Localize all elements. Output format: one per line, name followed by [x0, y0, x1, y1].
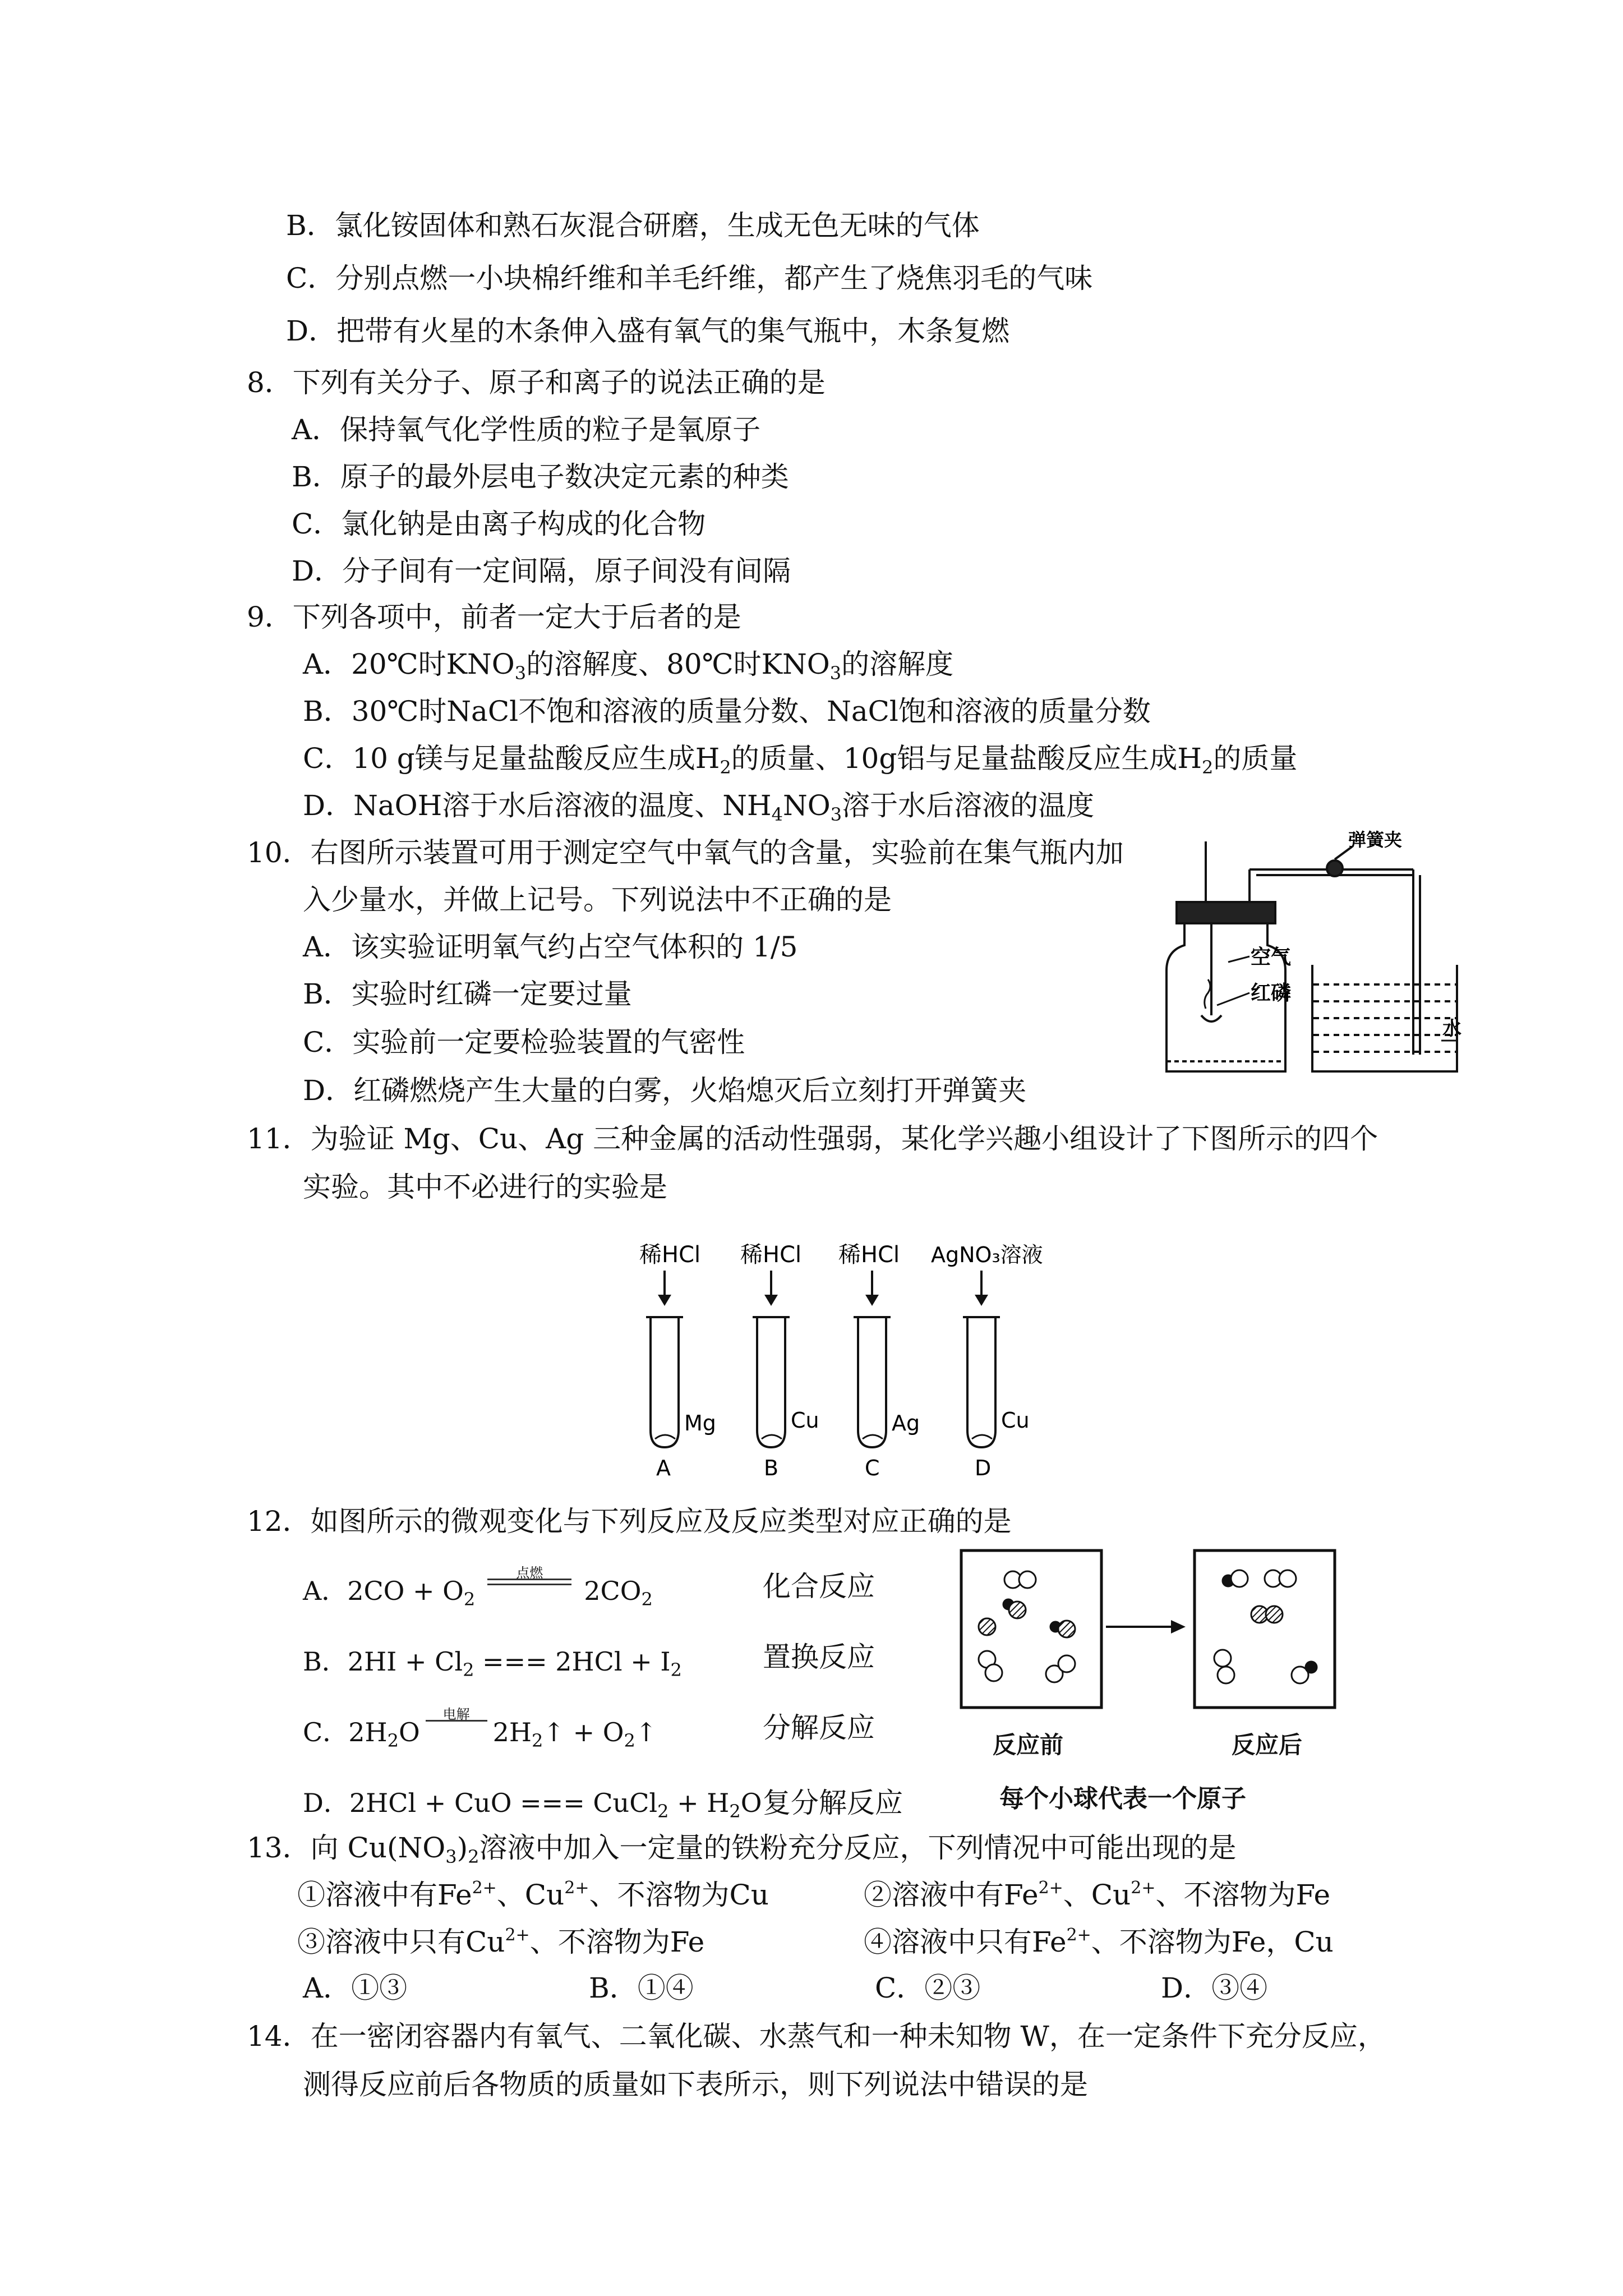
q12-type-c: 分解反应 — [763, 1711, 875, 1744]
q8-option-a: A．保持氧气化学性质的粒子是氧原子 — [292, 413, 761, 446]
test-tube-d — [931, 1243, 1043, 1480]
q13-statement-3: ③溶液中只有$Cu^{2+}$、不溶物为Fe — [297, 1925, 705, 1958]
tube-a-metal: Mg — [684, 1411, 716, 1435]
q10-option-d: D．红磷燃烧产生大量的白雾，火焰熄灭后立刻打开弹簧夹 — [303, 1074, 1027, 1107]
q9-option-c: C．10 g镁与足量盐酸反应生成$H_2$的质量、10g铝与足量盐酸反应生成$H_2$的质量 — [303, 742, 1298, 778]
q13-option-a: A．①③ — [303, 1972, 408, 2004]
q12-option-c: C．$2H_2O$ 电解 $2H_2↑$ + $O_2↑$ — [303, 1706, 657, 1751]
q14-stem-line1: 14．在一密闭容器内有氧气、二氧化碳、水蒸气和一种未知物 W，在一定条件下充分反应， — [247, 2020, 1386, 2053]
q8-stem: 8．下列有关分子、原子和离子的说法正确的是 — [247, 366, 826, 399]
q13-option-b: B．①④ — [589, 1972, 694, 2004]
q9-option-a: A．20℃时$KNO_3$的溶解度、80℃时$KNO_3$的溶解度 — [303, 648, 954, 684]
q12-option-b: B．$2HI + Cl_2$ === $2HCl + I_2$ — [303, 1646, 682, 1681]
q9-option-b: B．30℃时NaCl不饱和溶液的质量分数、NaCl饱和溶液的质量分数 — [303, 695, 1151, 728]
q12-type-d: 复分解反应 — [763, 1787, 903, 1819]
q8-option-d: D．分子间有一定间隔，原子间没有间隔 — [292, 555, 791, 587]
q10-apparatus-figure — [1150, 830, 1464, 1077]
test-tube-b — [740, 1242, 819, 1480]
q14-stem-line2: 测得反应前后各物质的质量如下表所示，则下列说法中错误的是 — [303, 2068, 1088, 2101]
q12-stem: 12．如图所示的微观变化与下列反应及反应类型对应正确的是 — [247, 1505, 1012, 1538]
tube-b-letter: B — [764, 1456, 779, 1480]
tube-c-metal: Ag — [892, 1411, 920, 1435]
q13-statement-1: ①溶液中有$Fe^{2+}$、$Cu^{2+}$、不溶物为Cu — [297, 1878, 769, 1911]
fig-label-spring-clip: 弹簧夹 — [1348, 830, 1403, 850]
tube-d-metal: Cu — [1001, 1408, 1030, 1433]
tube-c-reagent: 稀HCl — [838, 1242, 900, 1268]
q8-option-b: B．原子的最外层电子数决定元素的种类 — [292, 461, 789, 493]
q13-statement-2: ②溶液中有$Fe^{2+}$、$Cu^{2+}$、不溶物为Fe — [864, 1878, 1331, 1911]
q13-option-d: D．③④ — [1161, 1972, 1268, 2004]
q12-label-after: 反应后 — [1232, 1731, 1303, 1759]
q12-option-a: A．$2CO + O_2$ 点燃 $2CO_2$ — [303, 1565, 653, 1610]
test-tube-a — [639, 1242, 716, 1480]
q13-stem: 13．向 $Cu(NO_3)_2$溶液中加入一定量的铁粉充分反应，下列情况中可能出现的是 — [247, 1832, 1237, 1867]
q10-stem-line2: 入少量水，并做上记号。下列说法中不正确的是 — [303, 884, 892, 916]
q7-option-c: C．分别点燃一小块棉纤维和羊毛纤维，都产生了烧焦羽毛的气味 — [286, 262, 1093, 295]
q10-option-a: A．该实验证明氧气约占空气体积的 1/5 — [303, 931, 798, 963]
tube-a-reagent: 稀HCl — [639, 1242, 701, 1268]
q7-option-b: B．氯化铵固体和熟石灰混合研磨，生成无色无味的气体 — [286, 209, 980, 242]
q12-molecule-figure — [959, 1548, 1352, 1717]
reaction-condition-a: 点燃 — [487, 1579, 571, 1595]
tube-d-reagent: AgNO₃溶液 — [931, 1243, 1043, 1267]
q11-stem-line1: 11．为验证 Mg、Cu、Ag 三种金属的活动性强弱，某化学兴趣小组设计了下图所示的四个 — [247, 1122, 1378, 1155]
test-tube-c — [838, 1242, 920, 1480]
q12-type-b: 置换反应 — [763, 1641, 875, 1673]
q12-option-d: D．2HCl + CuO === CuCl$_2$ + $H_2O$ — [303, 1788, 762, 1822]
q13-option-c: C．②③ — [875, 1972, 981, 2004]
q12-type-a: 化合反应 — [763, 1570, 875, 1603]
q11-test-tubes-figure — [617, 1240, 1077, 1487]
fig-label-water: 水 — [1442, 1018, 1461, 1040]
tube-a-letter: A — [656, 1456, 671, 1480]
q10-option-c: C．实验前一定要检验装置的气密性 — [303, 1026, 745, 1059]
tube-b-metal: Cu — [791, 1408, 819, 1433]
q9-stem: 9．下列各项中，前者一定大于后者的是 — [247, 601, 741, 633]
q7-option-d: D．把带有火星的木条伸入盛有氧气的集气瓶中，木条复燃 — [286, 315, 1010, 347]
q10-stem-line1: 10．右图所示装置可用于测定空气中氧气的含量，实验前在集气瓶内加 — [247, 836, 1124, 869]
q12-figure-note: 每个小球代表一个原子 — [999, 1784, 1246, 1813]
q11-stem-line2: 实验。其中不必进行的实验是 — [303, 1171, 667, 1203]
q12-label-before: 反应前 — [993, 1731, 1064, 1759]
q10-option-b: B．实验时红磷一定要过量 — [303, 978, 632, 1010]
q8-option-c: C．氯化钠是由离子构成的化合物 — [292, 508, 706, 540]
tube-c-letter: C — [865, 1456, 880, 1480]
fig-label-red-phosphorus: 红磷 — [1251, 982, 1292, 1005]
q9-option-d: D．NaOH溶于水后溶液的温度、$NH_4NO_3$溶于水后溶液的温度 — [303, 789, 1095, 825]
fig-label-air: 空气 — [1251, 946, 1292, 969]
tube-b-reagent: 稀HCl — [740, 1242, 802, 1268]
q13-statement-4: ④溶液中只有$Fe^{2+}$、不溶物为Fe，Cu — [864, 1925, 1334, 1958]
reaction-condition-c: 电解 — [426, 1720, 487, 1737]
tube-d-letter: D — [975, 1456, 992, 1480]
